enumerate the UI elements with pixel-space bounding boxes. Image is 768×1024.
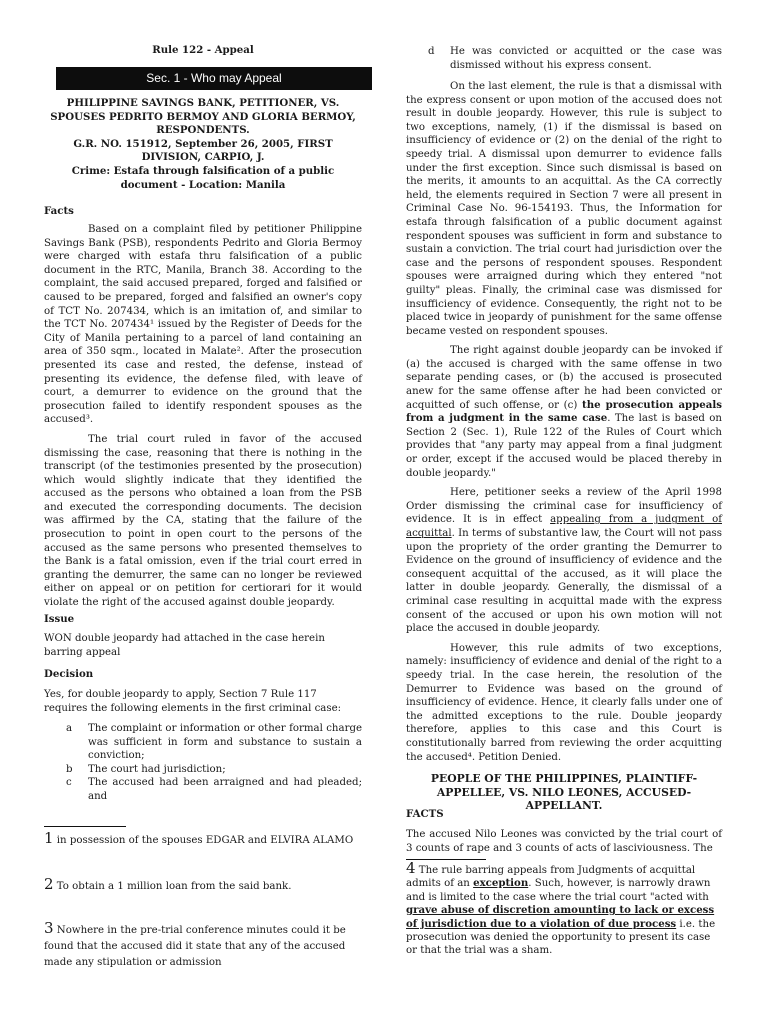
issue-text: WON double jeopardy had attached in the case herein barring appeal (44, 633, 325, 658)
case-caption: PHILIPPINE SAVINGS BANK, PETITIONER, VS. SPOUSES PEDRITO BERMOY AND GLORIA BERMOY, RESPONDENTS. (50, 97, 356, 137)
list-item: b The court had jurisdiction; (66, 763, 226, 775)
footnote-3: 3 Nowhere in the pre-trial conference minutes could it be found that the accused did it state that any of the accused made any stipulation or admission (44, 919, 346, 968)
case-citation: G.R. NO. 151912, September 26, 2005, FIRST DIVISION, CARPIO, J. (73, 137, 333, 164)
case2-facts-heading: FACTS (406, 808, 444, 820)
elements-list (44, 722, 362, 804)
list-item: a The complaint or information or other formal charge was sufficient in form and substance to sustain a conviction; (66, 723, 362, 762)
case-crime: Crime: Estafa through falsification of a public document - Location: Manila (71, 164, 335, 191)
decision-intro: Yes, for double jeopardy to apply, Section 7 Rule 117 requires the following elements in the first criminal case: (44, 689, 342, 714)
list-item: c The accused had been arraigned and had pleaded; and (66, 777, 362, 802)
footnote-4: 4 The rule barring appeals from Judgments of acquittal admits of an exception. Such, however, is narrowly drawn and is limited to the case where the trial court "acted with grave abuse of discretion amounting to lack or excess of jurisdiction due to a violation of due process i.e. the prosecution was denied the opportunity to present its case or that the trial was a sham. (406, 859, 716, 957)
footnote-2: 2 To obtain a 1 million loan from the said bank. (44, 875, 292, 893)
decision-body (406, 80, 722, 764)
issue-heading: Issue (44, 613, 75, 625)
paragraph-right-against-double-jeopardy: The right against double jeopardy can be invoked if (a) the accused is charged with the same offense in two separate pending cases, or (b) the accused is prosecuted anew for the same offense after he had been convicted or acquitted of such offense, or (c) the prosecution appeals from a judgment in the same case. The last is based on Section 2 (Sec. 1), Rule 122 of the Rules of Court which provides that "any party may appeal from a final judgment or order, except if the accused would be placed thereby in double jeopardy." (406, 345, 722, 479)
facts-paragraph-2: The trial court ruled in favor of the accused dismissing the case, reasoning that there is nothing in the transcript (of the testimonies presented by the prosecution) which would slightly indicate that they identified the accused as the persons who obtained a loan from the PSB and executed the corresponding documents. The decision was affirmed by the CA, stating that the failure of the prosecution to point in open court to the persons of the accused as the same persons who presented themselves to the Bank is a fatal omission, even if the trial court erred in granting the demurrer, the same can no longer be reviewed either on appeal or on petition for certiorari for it would violate the right of the accused against double jeopardy. (44, 433, 362, 609)
facts-paragraph-1: Based on a complaint filed by petitioner Philippine Savings Bank (PSB), respondents Pedrito and Gloria Bermoy were charged with estafa thru falsification of a public document in the RTC, Manila, Branch 38. According to the complaint, the said accused prepared, forged and falsified or caused to be prepared, forged and falsified an owner's copy of TCT No. 207434, which is an imitation of, and similar to the TCT No. 207434¹ issued by the Register of Deeds for the City of Manila pertaining to a parcel of land containing an area of 350 sqm., located in Malate². After the prosecution presented its case and rested, the defense, instead of presenting its evidence, the defense filed, with leave of court, a demurrer to evidence on the ground that the prosecution failed to identify respondent spouses as the accused³. (44, 224, 362, 426)
decision-heading: Decision (44, 668, 94, 680)
footnote-divider (406, 859, 486, 860)
rule-title: Rule 122 - Appeal (152, 44, 254, 56)
facts-heading: Facts (44, 205, 74, 217)
case-header (44, 97, 362, 192)
list-item: d He was convicted or acquitted or the case was dismissed without his express consent. (428, 46, 722, 71)
paragraph-here: Here, petitioner seeks a review of the April 1998 Order dismissing the criminal case for insufficiency of evidence. It is in effect appealing from a judgment of acquittal. In terms of substantive law, the Court will not pass upon the propriety of the order granting the Demurrer to Evidence on the ground of insufficiency of evidence and the consequent acquittal of the accused, as it will place the latter in double jeopardy. Generally, the dismissal of a criminal case resulting in acquittal made with the express consent of the accused or upon his own motion will not place the accused in double jeopardy. (406, 487, 722, 635)
footnote-1: 1 in possession of the spouses EDGAR and ELVIRA ALAMO (44, 829, 354, 847)
paragraph-however: However, this rule admits of two exceptions, namely: insufficiency of evidence and denial of the right to a speedy trial. In the case herein, the resolution of the Demurrer to Evidence was based on the ground of insufficiency of evidence. Hence, it clearly falls under one of the admitted exceptions to the rule. Double jeopardy therefore, applies to this case and this Court is constitutionally barred from reviewing the order acquitting the accused⁴. Petition Denied. (406, 642, 722, 763)
elements-list-continued (406, 45, 722, 72)
case2-caption: PEOPLE OF THE PHILIPPINES, PLAINTIFF-APPELLEE, VS. NILO LEONES, ACCUSED-APPELLANT. (430, 772, 698, 813)
facts-section (44, 223, 362, 610)
section-banner: Sec. 1 - Who may Appeal (56, 67, 372, 90)
case2-facts-text: The accused Nilo Leones was convicted by the trial court of 3 counts of rape and 3 counts of acts of lasciviousness. The (406, 829, 722, 854)
footnote-divider (44, 826, 126, 827)
paragraph-last-element: On the last element, the rule is that a dismissal with the express consent or upon motion of the accused does not result in double jeopardy. However, this rule is subject to two exceptions, namely, (1) if the dismissal is based on insufficiency of evidence or (2) on the denial of the right to speedy trial. A dismissal upon demurrer to evidence falls under the first exception. Since such dismissal is based on the merits, it amounts to an acquittal. As the CA correctly held, the elements required in Section 7 were all present in Criminal Case No. 96-154193. Thus, the Information for estafa through falsification of a public document against respondent spouses was sufficient in form and substance to sustain a conviction. The trial court had jurisdiction over the case and the persons of respondent spouses. Respondent spouses were arraigned during which they entered "not guilty" pleas. Finally, the criminal case was dismissed for insufficiency of evidence. Consequently, the right not to be placed twice in jeopardy of punishment for the same offense became vested on respondent spouses. (406, 81, 722, 337)
